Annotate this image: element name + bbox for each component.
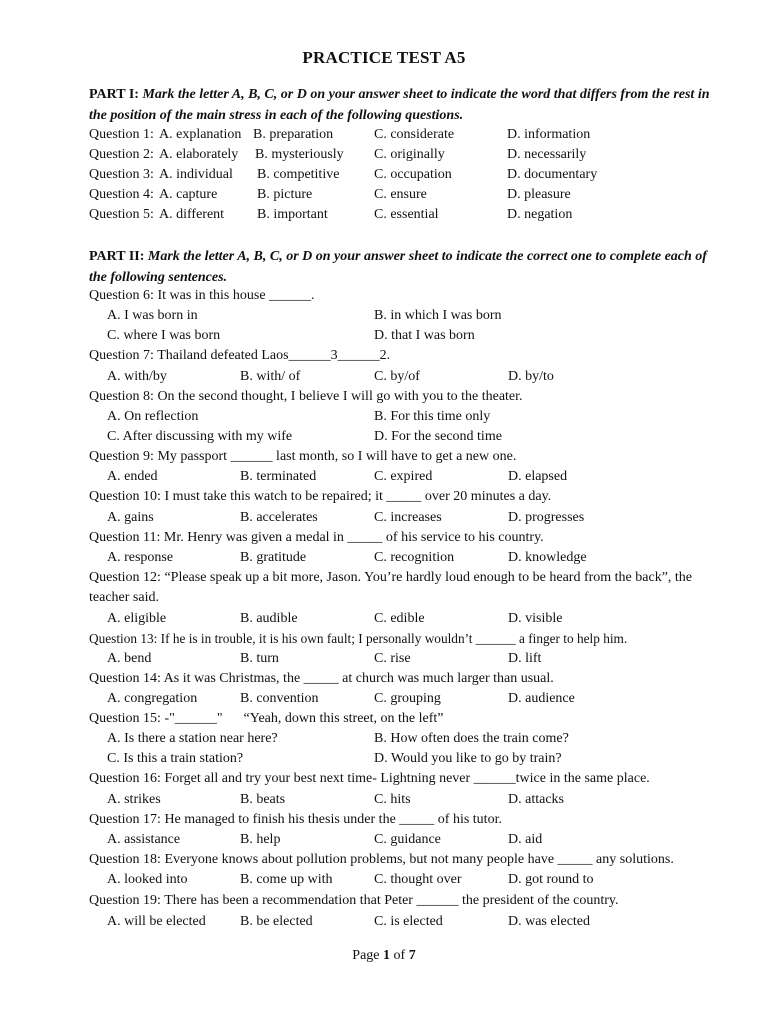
question-text: Question 12: “Please speak up a bit more, Jason. You’re hardly loud enough to be heard from the back”, the teacher said. (89, 570, 693, 605)
question-text: Question 18: Everyone knows about pollution problems, but not many people have _____ any solutions. (89, 852, 674, 867)
option-b: B. How often does the train come? (374, 731, 569, 746)
option-c: C. essential (374, 207, 439, 222)
option-d: D. negation (507, 207, 573, 222)
option-d: D. knowledge (508, 550, 587, 565)
option-b: B. with/ of (240, 369, 301, 384)
option-d: D. was elected (508, 914, 591, 929)
question-text: Question 13: If he is in trouble, it is his own fault; I personally wouldn’t ______ a finger to help him. (89, 631, 628, 646)
part1-question-row (89, 165, 729, 185)
option-c: C. hits (374, 792, 411, 807)
option-d: D. progresses (508, 510, 585, 525)
option-b: B. important (257, 207, 328, 222)
option-a: A. gains (107, 510, 154, 525)
option-c: C. originally (374, 147, 445, 162)
part1-question-row (89, 125, 729, 145)
option-c: C. occupation (374, 167, 452, 182)
option-c: C. grouping (374, 691, 441, 706)
option-b: B. picture (257, 187, 313, 202)
option-b: B. accelerates (240, 510, 318, 525)
part2-heading (89, 246, 719, 288)
question-text: Question 17: He managed to finish his thesis under the _____ of his tutor. (89, 812, 502, 827)
option-a: A. elaborately (159, 147, 239, 162)
option-a: A. bend (107, 651, 152, 666)
question-number: Question 2: (89, 147, 154, 162)
option-c: C. After discussing with my wife (107, 429, 293, 444)
option-d: D. documentary (507, 167, 598, 182)
question-text: Question 9: My passport ______ last month, so I will have to get a new one. (89, 449, 517, 464)
part1-label: PART I: (89, 87, 139, 102)
option-a: A. On reflection (107, 409, 199, 424)
option-c: C. is elected (374, 914, 443, 929)
option-b: B. audible (240, 611, 298, 626)
option-c: C. Is this a train station? (107, 751, 244, 766)
option-c: C. expired (374, 469, 433, 484)
option-a: A. Is there a station near here? (107, 731, 278, 746)
question-text: Question 10: I must take this watch to be repaired; it _____ over 20 minutes a day. (89, 489, 552, 504)
option-d: D. attacks (508, 792, 564, 807)
footer-of: of (393, 948, 406, 963)
option-b: B. be elected (240, 914, 313, 929)
option-d: D. that I was born (374, 328, 475, 343)
option-d: D. lift (508, 651, 542, 666)
option-c: C. edible (374, 611, 425, 626)
part2-instruction: Mark the letter A, B, C, or D on your answer sheet to indicate the correct one to complete each of the following sentences. (89, 249, 707, 285)
option-b: B. come up with (240, 872, 333, 887)
footer-current-page: 1 (383, 948, 391, 963)
option-c: C. by/of (374, 369, 420, 384)
question-text: Question 15: -"______" “Yeah, down this street, on the left” (89, 711, 444, 726)
question-text: Question 6: It was in this house ______. (89, 288, 315, 303)
option-a: A. eligible (107, 611, 167, 626)
option-b: B. convention (240, 691, 319, 706)
option-c: C. considerate (374, 127, 455, 142)
option-d: D. visible (508, 611, 563, 626)
option-c: C. recognition (374, 550, 455, 565)
option-c: C. guidance (374, 832, 441, 847)
option-d: D. information (507, 127, 591, 142)
part1-question-row (89, 185, 729, 205)
option-a: A. with/by (107, 369, 167, 384)
option-a: A. different (159, 207, 225, 222)
question-text: Question 11: Mr. Henry was given a medal in _____ of his service to his country. (89, 530, 544, 545)
option-a: A. ended (107, 469, 158, 484)
option-c: C. where I was born (107, 328, 221, 343)
footer-prefix: Page (352, 948, 380, 963)
part1-instruction: Mark the letter A, B, C, or D on your answer sheet to indicate the word that differs from the rest in the position of the main stress in each of the following questions. (89, 87, 710, 123)
part2-label: PART II: (89, 249, 145, 264)
page-footer (0, 948, 768, 964)
option-b: B. For this time only (374, 409, 491, 424)
option-b: B. in which I was born (374, 308, 502, 323)
part1-heading (89, 84, 719, 126)
option-b: B. terminated (240, 469, 317, 484)
option-d: D. got round to (508, 872, 594, 887)
option-b: B. help (240, 832, 281, 847)
option-a: A. congregation (107, 691, 198, 706)
option-c: C. ensure (374, 187, 427, 202)
option-d: D. For the second time (374, 429, 502, 444)
question-text: Question 16: Forget all and try your best next time- Lightning never ______twice in the same place. (89, 771, 650, 786)
option-b: B. beats (240, 792, 286, 807)
option-c: C. thought over (374, 872, 462, 887)
option-d: D. audience (508, 691, 575, 706)
option-a: A. I was born in (107, 308, 198, 323)
option-a: A. looked into (107, 872, 188, 887)
option-b: B. gratitude (240, 550, 307, 565)
part1-question-row (89, 205, 729, 225)
option-b: B. turn (240, 651, 279, 666)
option-c: C. rise (374, 651, 411, 666)
option-a: A. response (107, 550, 174, 565)
question-text: Question 7: Thailand defeated Laos______3______2. (89, 348, 391, 363)
question-number: Question 5: (89, 207, 154, 222)
option-d: D. elapsed (508, 469, 568, 484)
option-d: D. aid (508, 832, 543, 847)
option-a: A. assistance (107, 832, 181, 847)
option-a: A. strikes (107, 792, 161, 807)
option-d: D. Would you like to go by train? (374, 751, 562, 766)
option-b: B. preparation (253, 127, 334, 142)
part1-question-row (89, 145, 729, 165)
option-d: D. by/to (508, 369, 554, 384)
option-a: A. will be elected (107, 914, 206, 929)
option-d: D. necessarily (507, 147, 587, 162)
option-a: A. capture (159, 187, 218, 202)
question-number: Question 4: (89, 187, 154, 202)
option-b: B. mysteriously (255, 147, 344, 162)
question-number: Question 1: (89, 127, 154, 142)
page-title: PRACTICE TEST A5 (302, 48, 466, 67)
footer-total-pages: 7 (408, 948, 416, 963)
question-number: Question 3: (89, 167, 154, 182)
question-text: Question 14: As it was Christmas, the _____ at church was much larger than usual. (89, 671, 554, 686)
option-a: A. individual (159, 167, 233, 182)
option-a: A. explanation (159, 127, 242, 142)
option-d: D. pleasure (507, 187, 571, 202)
option-b: B. competitive (257, 167, 340, 182)
question-text: Question 8: On the second thought, I believe I will go with you to the theater. (89, 389, 523, 404)
question-text: Question 19: There has been a recommendation that Peter ______ the president of the country. (89, 893, 619, 908)
option-c: C. increases (374, 510, 442, 525)
